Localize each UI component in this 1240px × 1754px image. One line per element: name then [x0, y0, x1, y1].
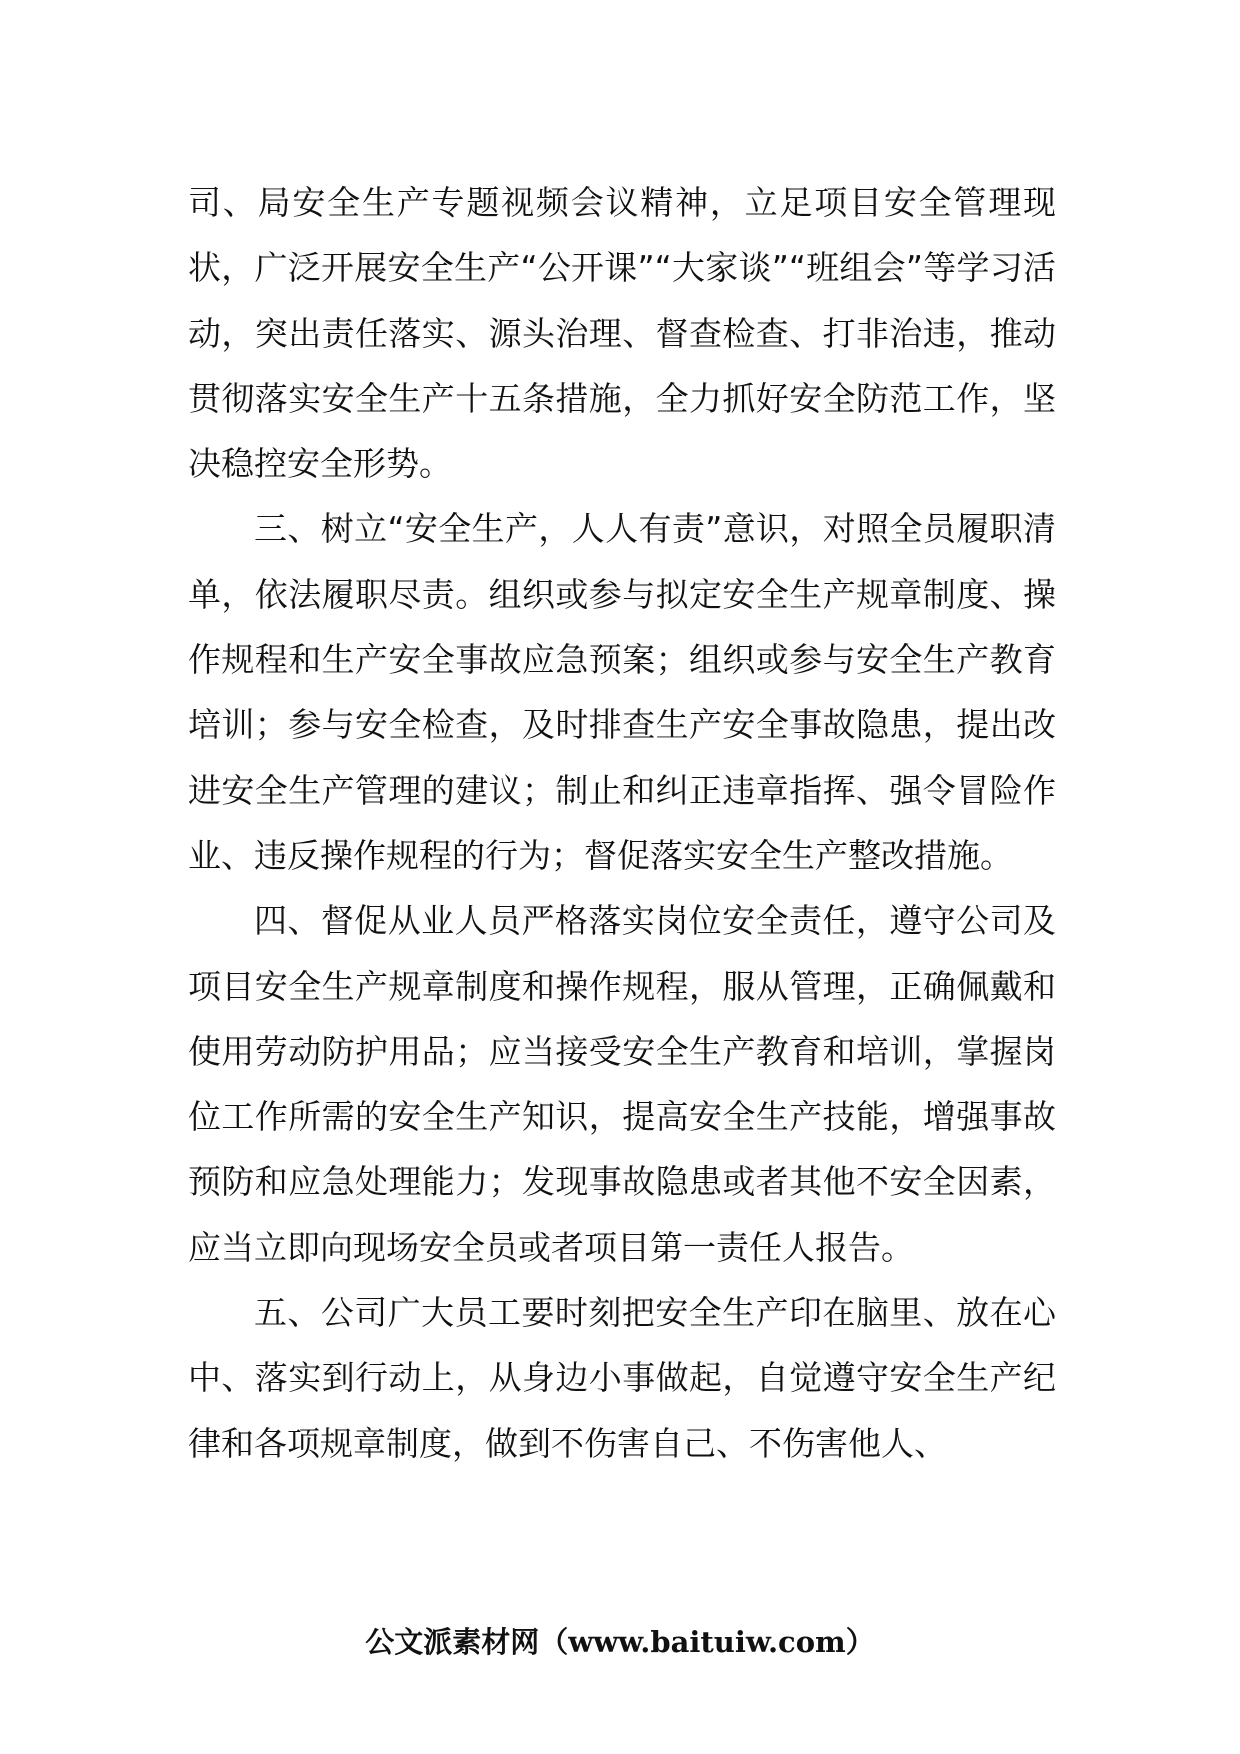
paragraph-item-4: 四、督促从业人员严格落实岗位安全责任，遵守公司及项目安全生产规章制度和操作规程，服从管理，正确佩戴和使用劳动防护用品；应当接受安全生产教育和培训，掌握岗位工作所需的安全生产知识，提高安全生产技能，增强事故预防和应急处理能力；发现事故隐患或者其他不安全因素，应当立即向现场安全员或者项目第一责任人报告。: [188, 901, 1056, 1267]
footer-source: 公文派素材网（www.baituiw.com）: [365, 1625, 875, 1659]
paragraph-item-3: 三、树立“安全生产，人人有责”意识，对照全员履职清单，依法履职尽责。组织或参与拟定安全生产规章制度、操作规程和生产安全事故应急预案；组织或参与安全生产教育培训；参与安全检查，及时排查生产安全事故隐患，提出改进安全生产管理的建议；制止和纠正违章指挥、强令冒险作业、违反操作规程的行为；督促落实安全生产整改措施。: [188, 509, 1056, 875]
paragraph-continuation: 司、局安全生产专题视频会议精神，立足项目安全管理现状，广泛开展安全生产“公开课”“大家谈”“班组会”等学习活动，突出责任落实、源头治理、督查检查、打非治违，推动贯彻落实安全生产十五条措施，全力抓好安全防范工作，坚决稳控安全形势。: [188, 183, 1056, 484]
paragraph-item-5: 五、公司广大员工要时刻把安全生产印在脑里、放在心中、落实到行动上，从身边小事做起，自觉遵守安全生产纪律和各项规章制度，做到不伤害自己、不伤害他人、: [188, 1293, 1056, 1463]
document-body: [188, 170, 1056, 1476]
